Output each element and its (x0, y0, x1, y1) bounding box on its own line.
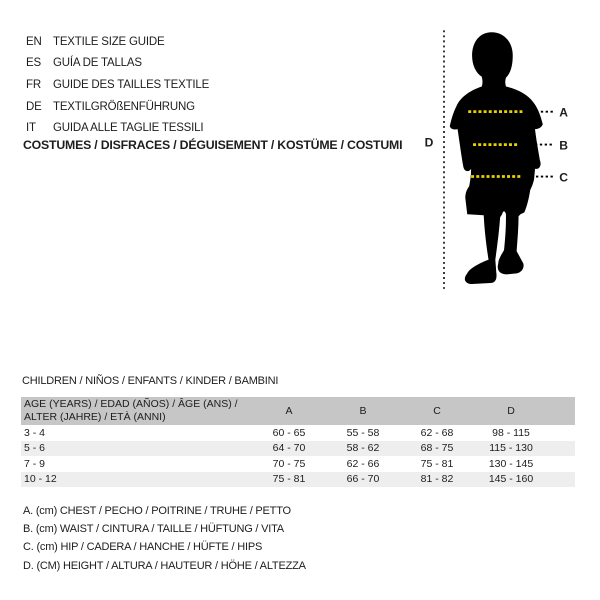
legend-hip: C. (cm) HIP / CADERA / HANCHE / HÜFTE / HIPS (23, 541, 263, 554)
hip-cell: 68 - 75 (420, 442, 454, 455)
age-cell: 7 - 9 (24, 457, 46, 470)
category-title: COSTUMES / DISFRACES / DÉGUISEMENT / KOSTÜME / COSTUMI (23, 138, 403, 152)
language-row-en (26, 31, 209, 53)
child-silhouette-image (450, 32, 543, 284)
age-cell: 10 - 12 (24, 473, 57, 486)
column-header-d: D (474, 397, 548, 425)
waist-cell: 55 - 58 (346, 426, 380, 439)
legend-waist: B. (cm) WAIST / CINTURA / TAILLE / HÜFTUNG / VITA (23, 523, 284, 536)
height-cell: 115 - 130 (489, 442, 533, 455)
measurement-diagram (410, 10, 600, 315)
waist-cell: 58 - 62 (346, 442, 380, 455)
language-row-it (26, 117, 209, 139)
language-label: TEXTILE SIZE GUIDE (53, 35, 165, 48)
waist-cell: 62 - 66 (346, 457, 380, 470)
waist-label: B (559, 138, 568, 153)
size-table (21, 397, 575, 487)
row-spacer (548, 425, 575, 441)
language-row-fr (26, 74, 209, 96)
chest-cell: 64 - 70 (272, 442, 306, 455)
language-label: GUIDE DES TAILLES TEXTILE (53, 78, 210, 91)
language-code: IT (26, 122, 36, 135)
language-label: GUIDA ALLE TAGLIE TESSILI (53, 122, 204, 135)
language-label: GUÍA DE TALLAS (53, 57, 142, 70)
age-cell: 3 - 4 (24, 426, 46, 439)
row-spacer (548, 441, 575, 457)
table-row (21, 472, 575, 488)
hip-cell: 75 - 81 (420, 457, 454, 470)
row-spacer (548, 472, 575, 488)
height-cell: 130 - 145 (488, 457, 534, 470)
legend-chest: A. (cm) CHEST / PECHO / POITRINE / TRUHE / PETTO (23, 505, 291, 517)
language-code: EN (26, 35, 42, 48)
language-list (26, 31, 209, 139)
height-label: D (424, 135, 434, 150)
header-spacer (548, 397, 575, 425)
height-cell: 98 - 115 (492, 426, 530, 439)
age-cell: 5 - 6 (24, 442, 46, 455)
chest-cell: 75 - 81 (272, 473, 306, 486)
language-label: TEXTILGRÖßENFÜHRUNG (53, 100, 195, 113)
chest-cell: 60 - 65 (272, 426, 306, 439)
table-row (21, 425, 575, 441)
column-header-a: A (252, 397, 326, 425)
age-column-header (21, 397, 252, 425)
hip-cell: 62 - 68 (420, 426, 454, 439)
children-section-title: CHILDREN / NIÑOS / ENFANTS / KINDER / BAMBINI (22, 375, 279, 387)
language-code: ES (26, 57, 41, 70)
waist-cell: 66 - 70 (346, 473, 380, 486)
language-code: FR (26, 78, 41, 91)
hip-label: C (559, 170, 568, 185)
size-table-header-row (21, 397, 575, 425)
age-header-line2: ALTER (JAHRE) / ETÀ (ANNI) (24, 411, 166, 423)
language-code: DE (26, 100, 42, 113)
legend-height: D. (CM) HEIGHT / ALTURA / HAUTEUR / HÖHE / ALTEZZA (23, 559, 306, 572)
row-spacer (548, 456, 575, 472)
age-header-line1: AGE (YEARS) / EDAD (AÑOS) / ÂGE (ANS) / (24, 398, 238, 411)
height-cell: 145 - 160 (488, 473, 534, 486)
column-header-c: C (400, 397, 474, 425)
measurement-legend (23, 502, 306, 575)
hip-cell: 81 - 82 (420, 473, 454, 486)
language-row-de (26, 96, 209, 118)
chest-label: A (559, 105, 568, 120)
column-header-b: B (326, 397, 400, 425)
table-row (21, 441, 575, 457)
language-row-es (26, 53, 209, 75)
chest-cell: 70 - 75 (272, 457, 306, 470)
table-row (21, 456, 575, 472)
